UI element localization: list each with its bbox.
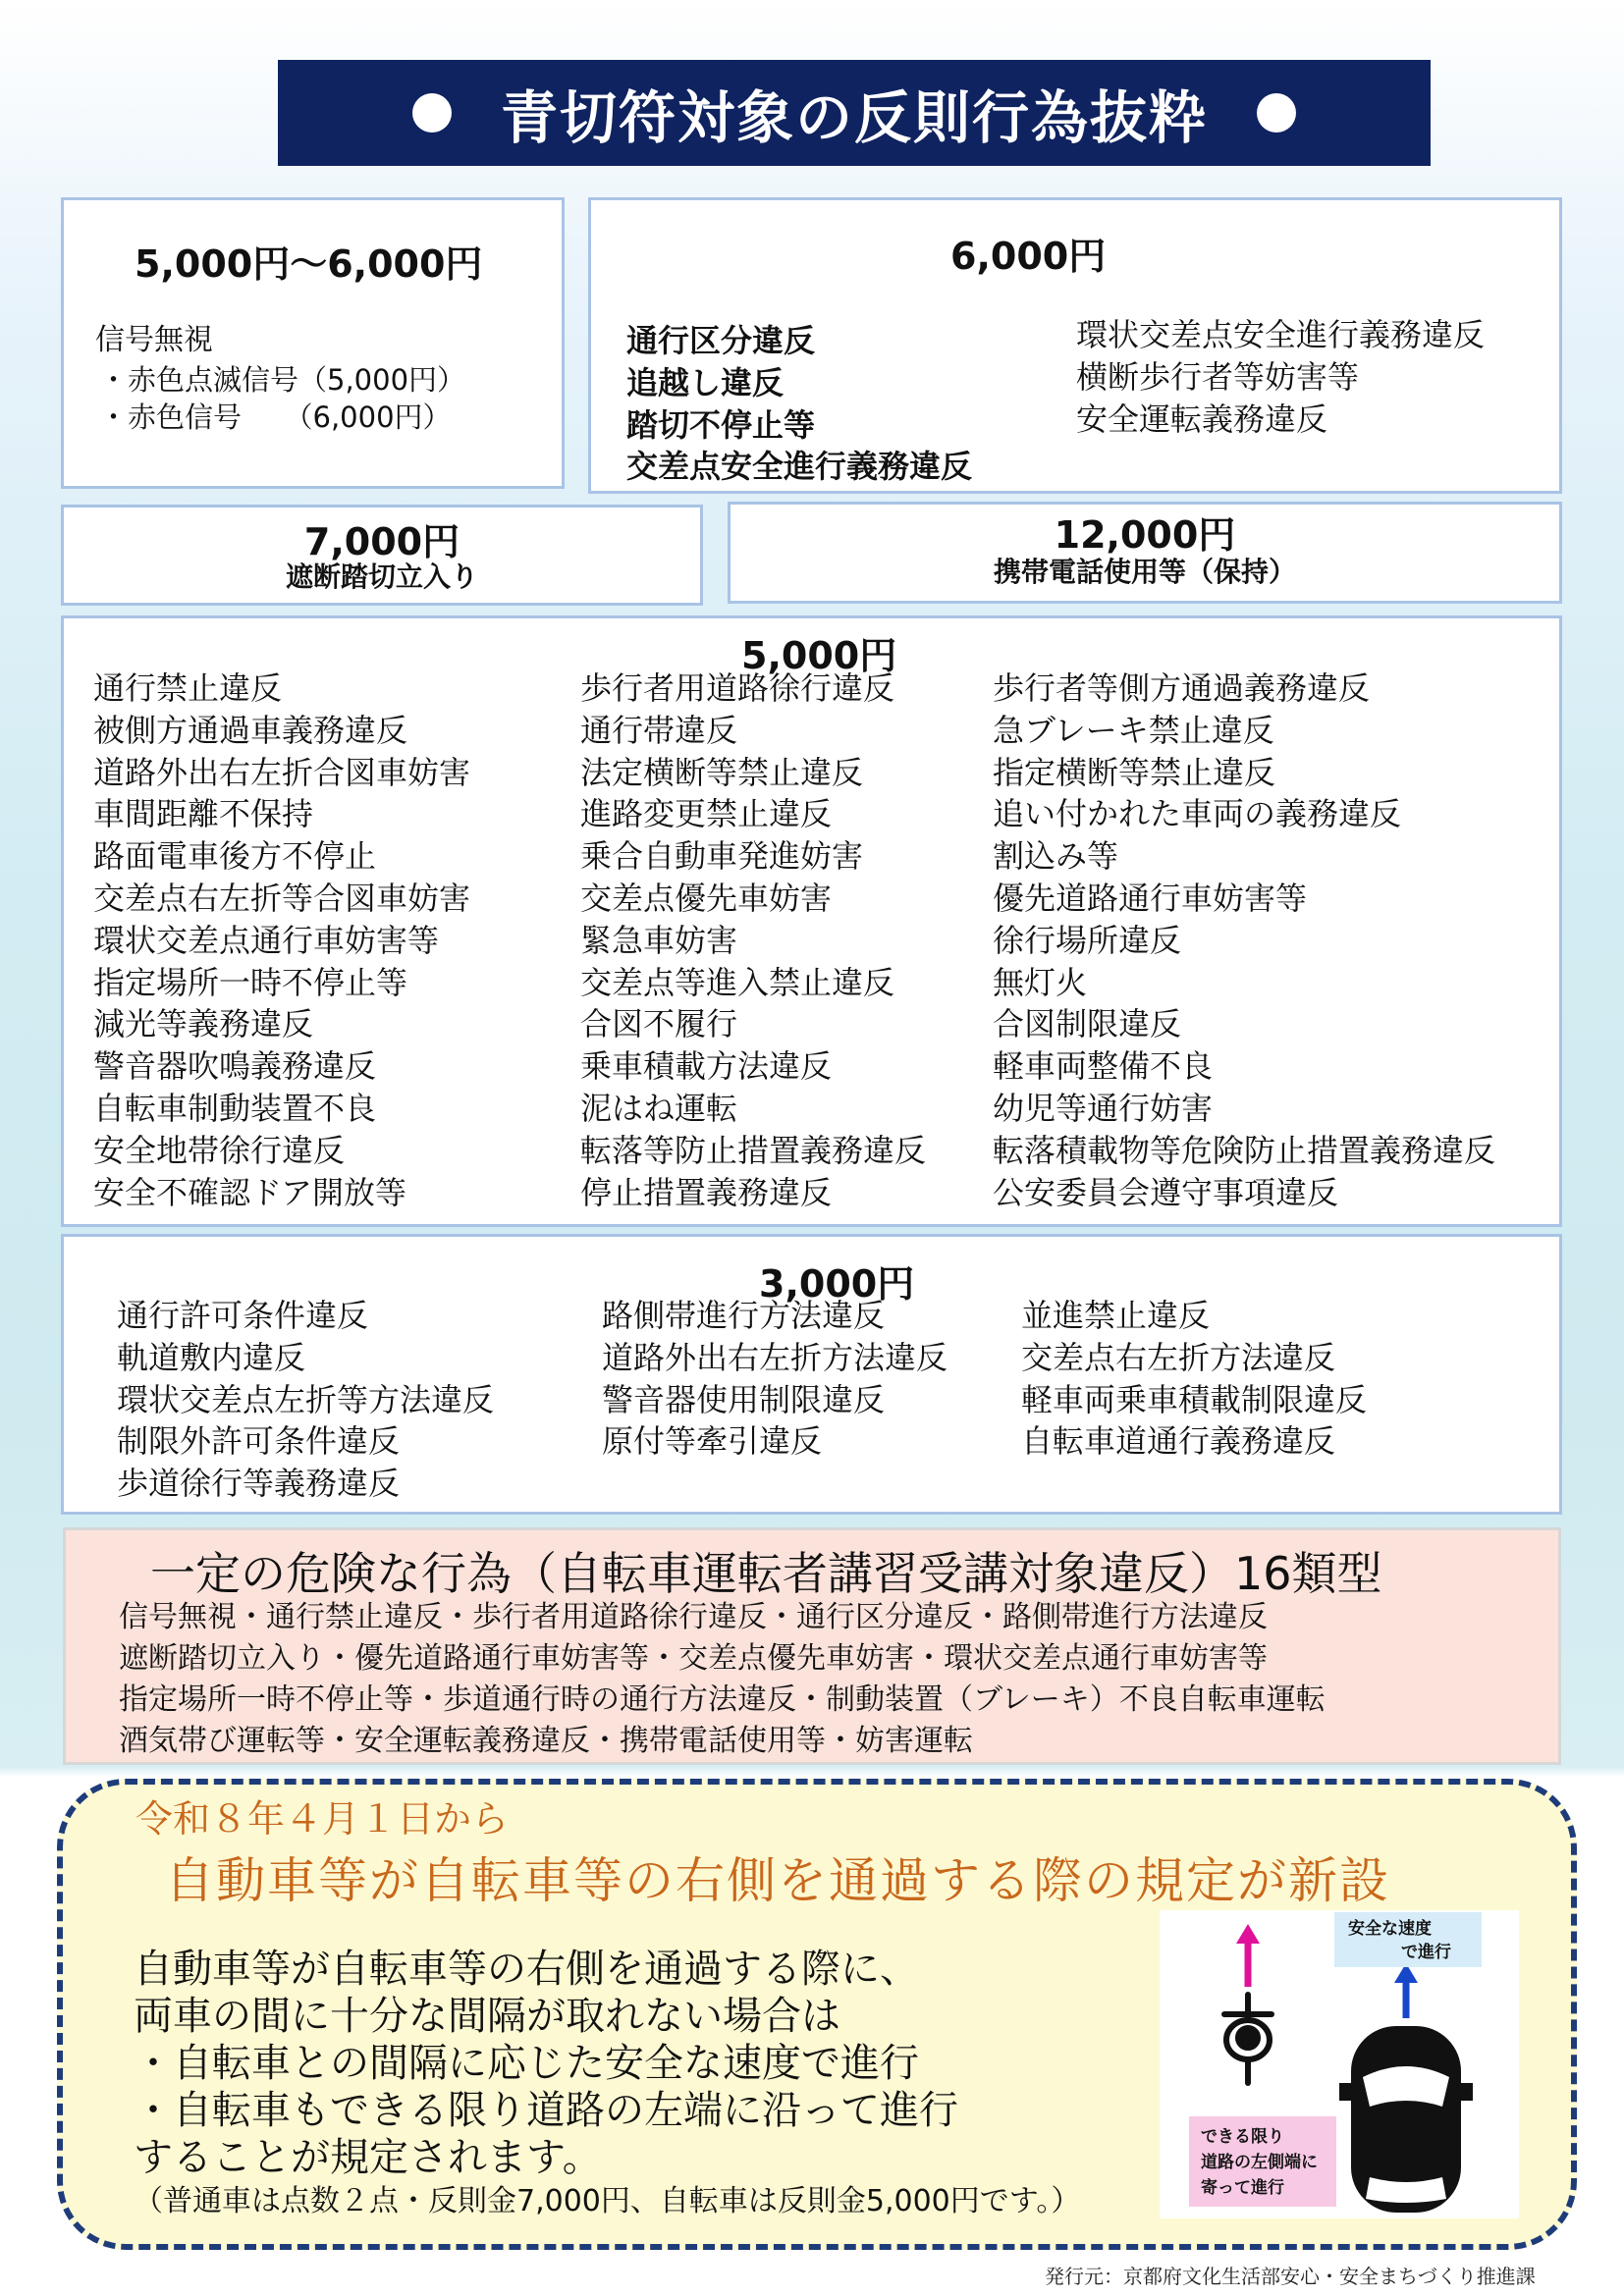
box-7000-item: 遮断踏切立入り <box>285 561 478 593</box>
page-title-banner <box>278 60 1431 166</box>
list-item: 遮断踏切立入り・優先道路通行車妨害等・交差点優先車妨害・環状交差点通行車妨害等 <box>119 1641 1268 1676</box>
body-line: 自動車等が自転車等の右側を通過する際に、 <box>134 1947 919 1992</box>
box-3000-col2 <box>602 1295 947 1463</box>
illustration-svg <box>1160 1910 1519 2218</box>
list-item: 被側方通過車義務違反 <box>93 711 408 749</box>
list-item: 信号無視・通行禁止違反・歩行者用道路徐行違反・通行区分違反・路側帯進行方法違反 <box>119 1600 1268 1634</box>
dangerous-acts-heading: 一定の危険な行為（自転車運転者講習受講対象違反）16類型 <box>150 1547 1382 1600</box>
list-item: 歩行者用道路徐行違反 <box>580 669 895 707</box>
box-3000-col3 <box>1021 1295 1367 1463</box>
box-5000-6000 <box>61 197 565 489</box>
list-item: 通行区分違反 <box>626 322 816 359</box>
list-item: 環状交差点通行車妨害等 <box>93 921 440 959</box>
list-item: 追い付かれた車両の義務違反 <box>993 795 1402 833</box>
box-3000-col1 <box>117 1295 494 1505</box>
list-item: 軽車両乗車積載制限違反 <box>1021 1380 1368 1418</box>
dangerous-acts-box <box>63 1527 1561 1765</box>
list-item: 交差点安全進行義務違反 <box>626 448 973 486</box>
box-6000 <box>588 197 1562 494</box>
box-7000 <box>61 505 703 606</box>
passing-illustration <box>1160 1910 1519 2218</box>
page-title: 青切符対象の反則行為抜粋 <box>500 84 1208 151</box>
box-6000-right-list <box>1076 314 1485 440</box>
list-item: 路面電車後方不停止 <box>93 837 377 876</box>
box-5000-col2 <box>580 667 926 1213</box>
list-item: 転落積載物等危険防止措置義務違反 <box>993 1131 1496 1169</box>
list-item: 交差点右左折等合図車妨害 <box>93 879 471 917</box>
box-5000 <box>61 615 1562 1227</box>
list-item: 路側帯進行方法違反 <box>602 1297 886 1334</box>
amount-7000: 7,000円 <box>303 520 460 563</box>
list-item: 交差点等進入禁止違反 <box>580 963 895 1001</box>
bullet-dot-icon <box>412 93 452 133</box>
list-item: 公安委員会遵守事項違反 <box>993 1173 1339 1211</box>
car-icon <box>1339 2026 1473 2213</box>
list-item: 軽車両整備不良 <box>993 1047 1214 1086</box>
new-rule-notice <box>57 1779 1577 2250</box>
list-item: 停止措置義務違反 <box>580 1173 833 1211</box>
bike-label-line3: 寄って進行 <box>1201 2178 1284 2198</box>
amount-6000: 6,000円 <box>950 235 1107 278</box>
list-item: 優先道路通行車妨害等 <box>993 879 1308 917</box>
list-item: 横断歩行者等妨害等 <box>1076 357 1360 396</box>
list-item: 道路外出右左折方法違反 <box>602 1338 948 1376</box>
box-12000-item: 携帯電話使用等（保持） <box>993 556 1296 588</box>
list-item: 自転車制動装置不良 <box>93 1089 377 1127</box>
list-item: 合図不履行 <box>580 1005 738 1043</box>
list-item: 踏切不停止等 <box>626 405 816 444</box>
box-5000-col3 <box>993 667 1495 1213</box>
list-item: 徐行場所違反 <box>993 921 1182 959</box>
amount-3000: 3,000円 <box>759 1262 915 1306</box>
list-item: 指定場所一時不停止等 <box>93 963 408 1001</box>
dangerous-acts-list <box>119 1597 1326 1762</box>
bicycle-icon <box>1224 1995 1272 2083</box>
car-label-line1: 安全な速度 <box>1348 1919 1432 1939</box>
bike-label-line2: 道路の左側端に <box>1201 2153 1318 2172</box>
box-6000-left-list <box>626 320 972 488</box>
list-item: 歩道徐行等義務違反 <box>117 1465 401 1503</box>
box-5000-col1 <box>93 667 470 1213</box>
signal-violation-heading: 信号無視 <box>95 323 213 357</box>
list-item: 指定横断等禁止違反 <box>993 753 1276 791</box>
list-item: 通行禁止違反 <box>93 669 283 707</box>
notice-headline: 自動車等が自転車等の右側を通過する際の規定が新設 <box>165 1852 1390 1909</box>
list-item: 通行許可条件違反 <box>117 1297 369 1334</box>
list-item: 合図制限違反 <box>993 1005 1182 1043</box>
list-item: 酒気帯び運転等・安全運転義務違反・携帯電話使用等・妨害運転 <box>119 1724 973 1758</box>
list-item: 乗合自動車発進妨害 <box>580 837 864 876</box>
list-item: 泥はね運転 <box>580 1089 738 1127</box>
list-item: 交差点優先車妨害 <box>580 879 833 917</box>
body-line: することが規定されます。 <box>134 2135 602 2180</box>
red-signal-line: ・赤色信号 （6,000円） <box>99 400 452 434</box>
list-item: 安全運転義務違反 <box>1076 400 1328 438</box>
notice-body <box>134 1946 1080 2222</box>
list-item: 車間距離不保持 <box>93 795 314 833</box>
list-item: 環状交差点安全進行義務違反 <box>1076 316 1486 353</box>
car-label-line2: で進行 <box>1401 1943 1451 1962</box>
list-item: 安全地帯徐行違反 <box>93 1131 346 1169</box>
list-item: 環状交差点左折等方法違反 <box>117 1380 495 1418</box>
list-item: 無灯火 <box>993 963 1088 1001</box>
list-item: 乗車積載方法違反 <box>580 1047 833 1086</box>
list-item: 並進禁止違反 <box>1021 1297 1211 1334</box>
effective-date: 令和８年４月１日から <box>135 1797 510 1841</box>
amount-5000: 5,000円 <box>741 634 897 677</box>
list-item: 原付等牽引違反 <box>602 1422 823 1461</box>
list-item: 警音器使用制限違反 <box>602 1380 886 1418</box>
list-item: 法定横断等禁止違反 <box>580 753 864 791</box>
list-item: 減光等義務違反 <box>93 1005 314 1043</box>
box-3000 <box>61 1234 1562 1515</box>
list-item: 軌道敷内違反 <box>117 1338 306 1376</box>
list-item: 自転車道通行義務違反 <box>1021 1422 1336 1461</box>
list-item: 転落等防止措置義務違反 <box>580 1131 927 1169</box>
bike-arrow-icon <box>1236 1924 1260 1987</box>
list-item: 警音器吹鳴義務違反 <box>93 1047 377 1086</box>
body-line: ・自転車との間隔に応じた安全な速度で進行 <box>134 2041 919 2086</box>
amount-5000-6000: 5,000円～6,000円 <box>135 242 483 286</box>
list-item: 緊急車妨害 <box>580 921 738 959</box>
red-flash-line: ・赤色点滅信号（5,000円） <box>99 363 466 397</box>
list-item: 割込み等 <box>993 837 1119 876</box>
list-item: 通行帯違反 <box>580 711 738 749</box>
list-item: 幼児等通行妨害 <box>993 1089 1214 1127</box>
amount-12000: 12,000円 <box>1054 513 1236 557</box>
list-item: 道路外出右左折合図車妨害 <box>93 753 471 791</box>
publisher-credit: 発行元：京都府文化生活部安心・安全まちづくり推進課 <box>1045 2265 1536 2288</box>
list-item: 進路変更禁止違反 <box>580 795 833 833</box>
list-item: 歩行者等側方通過義務違反 <box>993 669 1371 707</box>
list-item: 急ブレーキ禁止違反 <box>993 711 1274 749</box>
list-item: 交差点右左折方法違反 <box>1021 1338 1336 1376</box>
list-item: 追越し違反 <box>626 363 785 401</box>
box-12000 <box>728 502 1562 604</box>
car-arrow-icon <box>1394 1963 1418 2018</box>
bullet-dot-icon <box>1257 93 1296 133</box>
bike-label-line1: できる限り <box>1201 2127 1284 2147</box>
body-line: ・自転車もできる限り道路の左端に沿って進行 <box>134 2088 958 2133</box>
body-line: 両車の間に十分な間隔が取れない場合は <box>134 1994 840 2039</box>
list-item: 安全不確認ドア開放等 <box>93 1173 407 1211</box>
penalty-note: （普通車は点数２点・反則金7,000円、自転車は反則金5,000円です。） <box>134 2184 1081 2218</box>
list-item: 指定場所一時不停止等・歩道通行時の通行方法違反・制動装置（ブレーキ）不良自転車運転 <box>119 1682 1326 1717</box>
list-item: 制限外許可条件違反 <box>117 1422 401 1461</box>
